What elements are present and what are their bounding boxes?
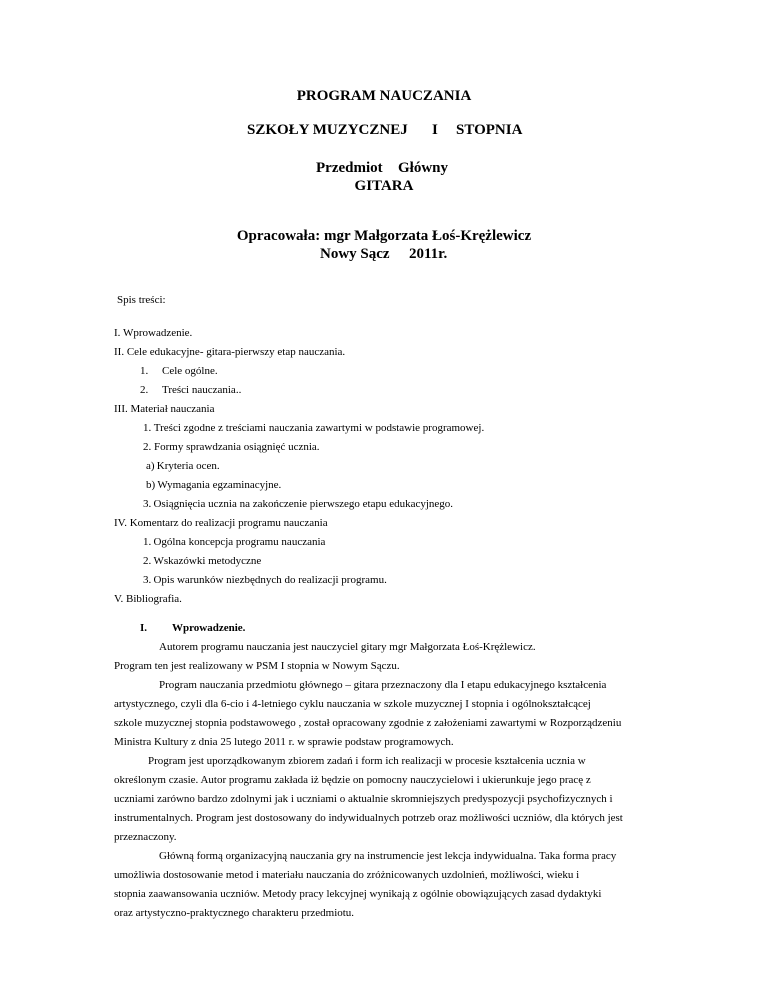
paragraph-line: stopnia zaawansowania uczniów. Metody pracy lekcyjnej wynikają z ogólnie obowiązujących zasad dydaktyki [114, 888, 602, 900]
toc-item: II. Cele edukacyjne- gitara-pierwszy etap nauczania. [114, 346, 346, 358]
author-line: Opracowała: mgr Małgorzata Łoś-Krężlewicz [236, 228, 532, 244]
document-title: PROGRAM NAUCZANIA [296, 88, 472, 104]
subject-label: Przedmiot [316, 160, 383, 176]
paragraph-line: Autorem programu nauczania jest nauczyciel gitary mgr Małgorzata Łoś-Krężlewicz. [159, 641, 536, 653]
paragraph-line: Program jest uporządkowanym zbiorem zadań i form ich realizacji w procesie kształcenia ucznia w [148, 755, 586, 767]
school-level-word: STOPNIA [456, 122, 523, 138]
toc-item: 1. Ogólna koncepcja programu nauczania [143, 536, 326, 548]
toc-item: I. Wprowadzenie. [114, 327, 193, 339]
subject-type: Główny [398, 160, 449, 176]
paragraph-line: umożliwia dostosowanie metod i materiału nauczania do zróżnicowanych uzdolnień, możliwości, wieku i [114, 869, 580, 881]
instrument-name: GITARA [354, 178, 414, 194]
toc-item: a) Kryteria ocen. [146, 460, 220, 472]
toc-item: 2. Wskazówki metodyczne [143, 555, 262, 567]
paragraph-line: Program nauczania przedmiotu głównego – gitara przeznaczony dla I etapu edukacyjnego kształcenia [159, 679, 607, 691]
toc-item: 1. Treści zgodne z treściami nauczania zawartymi w podstawie programowej. [143, 422, 485, 434]
toc-item: 3. Osiągnięcia ucznia na zakończenie pierwszego etapu edukacyjnego. [143, 498, 454, 510]
paragraph-line: oraz artystyczno-praktycznego charakteru przedmiotu. [114, 907, 355, 919]
place: Nowy Sącz [320, 246, 390, 262]
toc-item-number: 1. [140, 365, 149, 377]
section-title: Wprowadzenie. [172, 622, 246, 634]
toc-item-number: 2. [140, 384, 149, 396]
paragraph-line: Program ten jest realizowany w PSM I stopnia w Nowym Sączu. [114, 660, 400, 672]
toc-item: 2. Formy sprawdzania osiągnięć ucznia. [143, 441, 320, 453]
toc-item: 3. Opis warunków niezbędnych do realizacji programu. [143, 574, 387, 586]
paragraph-line: przeznaczony. [114, 831, 177, 843]
toc-item: Treści nauczania.. [162, 384, 242, 396]
paragraph-line: Ministra Kultury z dnia 25 lutego 2011 r. w sprawie podstaw programowych. [114, 736, 454, 748]
toc-item: V. Bibliografia. [114, 593, 182, 605]
toc-item: b) Wymagania egzaminacyjne. [146, 479, 282, 491]
toc-heading: Spis treści: [117, 294, 166, 306]
school-name: SZKOŁY MUZYCZNEJ [247, 122, 408, 138]
year: 2011r. [409, 246, 448, 262]
toc-item: Cele ogólne. [162, 365, 218, 377]
paragraph-line: artystycznego, czyli dla 6-cio i 4-letniego cyklu nauczania w szkole muzycznej I stopnia i ogólnokształcącej [114, 698, 591, 710]
paragraph-line: instrumentalnych. Program jest dostosowany do indywidualnych potrzeb oraz możliwości uczniów, dla których jest [114, 812, 623, 824]
paragraph-line: Główną formą organizacyjną nauczania gry na instrumencie jest lekcja indywidualna. Taka forma pracy [159, 850, 617, 862]
school-level-roman: I [432, 122, 438, 138]
section-number: I. [140, 622, 148, 634]
toc-item: III. Materiał nauczania [114, 403, 215, 415]
paragraph-line: szkole muzycznej stopnia podstawowego , został opracowany zgodnie z założeniami zawartymi w Rozporządzeniu [114, 717, 622, 729]
toc-item: IV. Komentarz do realizacji programu nauczania [114, 517, 328, 529]
paragraph-line: uczniami zarówno bardzo zdolnymi jak i uczniami o aktualnie skromniejszych predyspozycji psychofizycznych i [114, 793, 613, 805]
paragraph-line: określonym czasie. Autor programu zakłada iż będzie on pomocny nauczycielowi i ukierunkuje jego pracę z [114, 774, 591, 786]
